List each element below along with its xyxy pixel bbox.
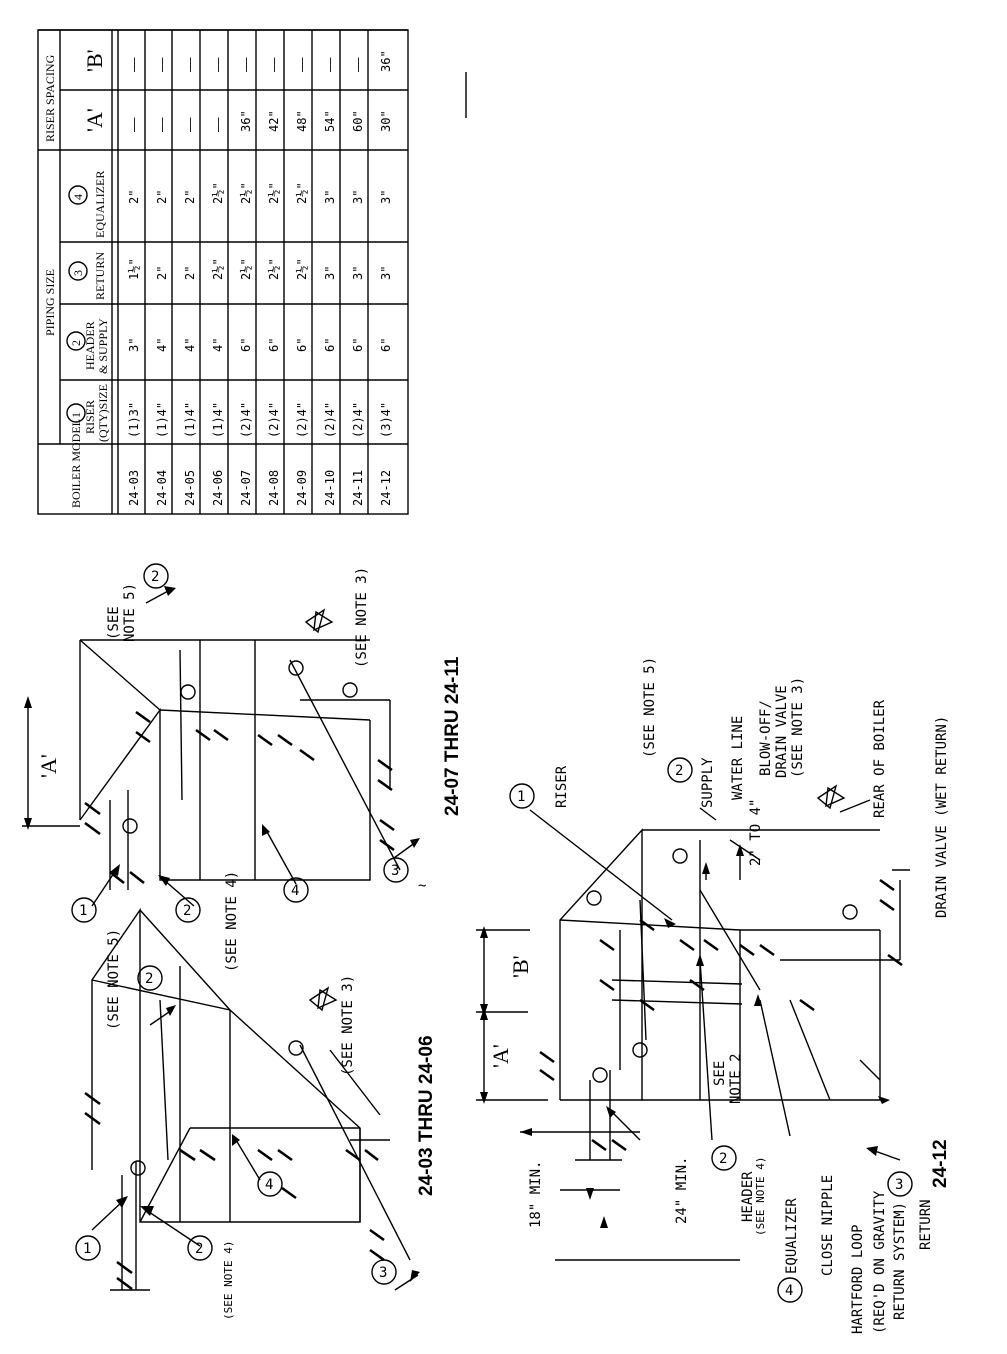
d2-callout-2b: 2 [151,569,160,585]
table-cell-b: —— [183,57,197,72]
header-equalizer-num: 4 [71,194,85,200]
table-cell-supply: 6" [239,337,253,352]
d3-return: RETURN [918,1199,934,1250]
table-cell-eq: 2½" [267,182,281,204]
table-cell-b: —— [127,57,141,72]
d3-see-note-5: (SEE NOTE 5) [642,656,658,758]
header-b: 'B' [82,49,107,72]
d2-see-note-5b: NOTE 5) [122,582,138,642]
table-cell-ret: 2½" [239,258,253,280]
d3-drain-valve-wet: DRAIN VALVE (WET RETURN) [934,715,950,918]
d1-callout-3: 3 [379,1265,388,1281]
table-cell-riser: (2)4" [351,401,365,438]
header-boiler-model: BOILER MODEL [69,419,83,508]
table-cell-b: —— [211,57,225,72]
header-riser-num: 1 [69,412,83,418]
header-riser: RISER [83,399,97,434]
table-cell-eq: 2½" [295,182,309,204]
table-cell-model: 24-08 [267,469,281,506]
header-supply-b: & SUPPLY [96,318,110,374]
table-cell-ret: 2½" [267,258,281,280]
d3-header-note: (SEE NOTE 4) [754,1156,767,1236]
table-cell-a: 48" [295,110,309,132]
d2-a-label: 'A' [36,754,61,778]
table-cell-supply: 6" [351,337,365,352]
d1-see-note-3: (SEE NOTE 3) [340,974,356,1076]
d2-tilde: ~ [418,878,427,894]
table-cell-a: —— [211,117,225,132]
table-cell-eq: 2" [155,189,169,204]
table-cell-a: —— [183,117,197,132]
table-cell-supply: 4" [183,337,197,352]
table-cell-eq: 2½" [239,182,253,204]
d3-rear-of-boiler: REAR OF BOILER [872,699,888,818]
d3-close-nipple: CLOSE NIPPLE [820,1174,836,1276]
d3-equalizer: EQUALIZER [784,1198,800,1274]
table-cell-b: —— [351,57,365,72]
table-cell-a: —— [155,117,169,132]
d1-see-note-5: (SEE NOTE 5) [106,928,122,1030]
d3-callout-2b: 2 [719,1151,728,1167]
table-cell-model: 24-06 [211,469,225,506]
header-riser-spacing: RISER SPACING [43,54,57,142]
d2-callout-4: 4 [291,883,300,899]
d3-header: HEADER [740,1171,756,1222]
table-cell-ret: 2" [155,265,169,280]
table-cell-riser: (2)4" [323,401,337,438]
table-cell-supply: 6" [295,337,309,352]
d1-callout-2b: 2 [145,971,154,987]
header-return-num: 3 [71,270,85,276]
table-cell-eq: 2" [127,189,141,204]
table-cell-b: —— [239,57,253,72]
table-cell-riser: (2)4" [295,401,309,438]
table-cell-a: 42" [267,110,281,132]
d3-riser: RISER [554,765,570,808]
d3-drain-valve: DRAIN VALVE [774,685,790,778]
d3-a-label: 'A' [488,1044,513,1068]
d3-see-note-2b: NOTE 2 [728,1053,744,1104]
table-cell-supply: 3" [127,337,141,352]
d3-callout-1: 1 [517,789,526,805]
table-cell-b: —— [295,57,309,72]
table-cell-riser: (1)3" [127,401,141,438]
table-cell-a: —— [127,117,141,132]
d1-callout-4: 4 [265,1177,274,1193]
d3-min-24: 24" MIN. [674,1156,690,1224]
table-cell-b: —— [155,57,169,72]
d3-see-note-2a: SEE [712,1060,728,1086]
header-supply-num: 2 [69,340,83,346]
table-cell-eq: 2" [183,189,197,204]
d3-two-to-four: 2" TO 4" [748,798,764,866]
table-cell-ret: 3" [323,265,337,280]
table-cell-model: 24-11 [351,469,365,506]
table-cell-riser: (1)4" [183,401,197,438]
header-return: RETURN [93,252,107,300]
d3-supply: SUPPLY [700,757,716,808]
table-cell-model: 24-09 [295,469,309,506]
table-cell-ret: 2" [183,265,197,280]
d1-see-note-4: (SEE NOTE 4) [222,1240,235,1320]
table-cell-supply: 6" [323,337,337,352]
table-cell-supply: 6" [379,337,393,352]
table-cell-a: 30" [379,110,393,132]
d3-title: 24-12 [930,1139,951,1188]
d3-water-line: WATER LINE [730,715,746,800]
table-cell-ret: 2½" [211,258,225,280]
d2-see-note-3: (SEE NOTE 3) [354,566,370,668]
table-cell-supply: 4" [155,337,169,352]
table-cell-ret: 1½" [127,258,141,280]
table-cell-ret: 3" [351,265,365,280]
d3-b-label: 'B' [508,955,533,978]
table-cell-model: 24-10 [323,469,337,506]
table-cell-riser: (3)4" [379,401,393,438]
table-cell-a: 60" [351,110,365,132]
table-cell-model: 24-04 [155,469,169,506]
d3-callout-3: 3 [895,1177,904,1193]
d2-callout-1: 1 [79,903,88,919]
table-cell-supply: 6" [267,337,281,352]
table-cell-riser: (1)4" [211,401,225,438]
table-cell-supply: 4" [211,337,225,352]
d1-callout-1: 1 [83,1241,92,1257]
d2-see-note-5a: (SEE [106,606,122,640]
d2-callout-2: 2 [183,903,192,919]
table-cell-model: 24-12 [379,469,393,506]
table-cell-eq: 3" [379,189,393,204]
d3-callout-4: 4 [785,1283,794,1299]
d3-blow-off: BLOW-OFF/ [758,700,774,776]
table-cell-riser: (1)4" [155,401,169,438]
table-cell-eq: 2½" [211,182,225,204]
d3-min-18: 18" MIN. [528,1160,544,1228]
d1-callout-2: 2 [195,1241,204,1257]
table-cell-model: 24-03 [127,469,141,506]
table-cell-eq: 3" [323,189,337,204]
header-a: 'A' [82,108,107,132]
header-piping-size: PIPING SIZE [43,268,57,336]
table-cell-a: 36" [239,110,253,132]
d1-title: 24-03 THRU 24-06 [416,1035,437,1196]
table-cell-ret: 2½" [295,258,309,280]
table-cell-b: —— [323,57,337,72]
table-cell-b: 36" [379,50,393,72]
header-supply: HEADER [83,321,97,370]
table-cell-a: 54" [323,110,337,132]
table-cell-eq: 3" [351,189,365,204]
d3-hartford-3: RETURN SYSTEM) [892,1201,908,1320]
d2-callout-3: 3 [391,863,400,879]
d2-see-note-4: (SEE NOTE 4) [224,870,240,972]
table-cell-riser: (2)4" [239,401,253,438]
d3-hartford-1: HARTFORD LOOP [850,1224,866,1334]
header-riser-qty: (QTY)SIZE [96,384,110,442]
diagram-24-03-thru-24-06 [76,910,437,1320]
d3-hartford-2: (REQ'D ON GRAVITY [872,1190,888,1334]
table-cell-model: 24-05 [183,469,197,506]
diagram-24-07-thru-24-11 [22,564,463,972]
diagram-24-12 [476,657,951,1334]
d3-see-note-3: (SEE NOTE 3) [790,676,806,778]
table-cell-riser: (2)4" [267,401,281,438]
table-cell-b: —— [267,57,281,72]
table-cell-ret: 3" [379,265,393,280]
header-equalizer: EQUALIZER [93,170,107,238]
table-cell-model: 24-07 [239,469,253,506]
piping-size-table [38,30,408,514]
d2-title: 24-07 THRU 24-11 [442,656,463,816]
d3-callout-2: 2 [675,763,684,779]
